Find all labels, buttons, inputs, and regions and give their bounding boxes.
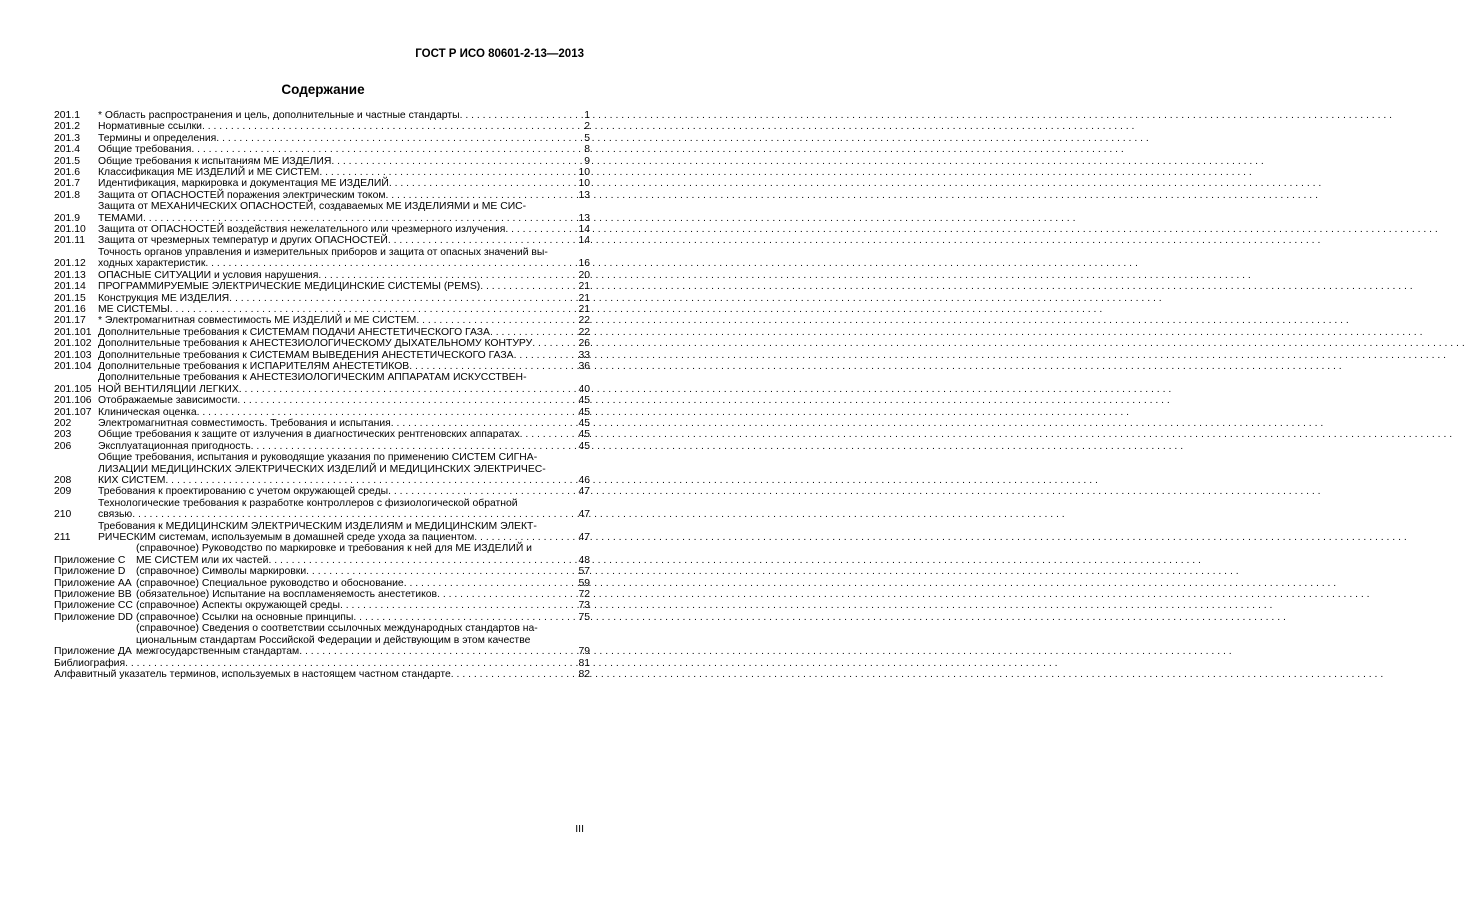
page-title: Содержание — [281, 82, 365, 97]
toc-entry — [54, 293, 590, 304]
toc-entry-page: 46 — [578, 475, 590, 486]
toc-entry-page: 45 — [578, 429, 590, 441]
dot-leader — [391, 418, 1323, 429]
toc-entry-title: (справочное) Руководство по маркировке и требования к ней для МЕ ИЗДЕЛИЙ и — [136, 543, 532, 555]
toc-entry-number: 203 — [54, 429, 72, 441]
dot-leader — [197, 407, 1129, 418]
toc-entry — [54, 315, 590, 326]
toc-entry-page: 26 — [578, 338, 590, 350]
toc-entry-number: Приложение AA — [54, 577, 132, 589]
toc-entry-title: Дополнительные требования к ИСПАРИТЕЛЯМ АНЕСТЕТИКОВ — [98, 360, 410, 372]
toc-entry-title: Дополнительные требования к СИСТЕМАМ ПОДАЧИ АНЕСТЕТИЧЕСКОГО ГАЗА — [98, 326, 490, 338]
toc-entry-number: 210 — [54, 509, 72, 521]
toc-entry — [54, 201, 590, 224]
toc-entry — [54, 429, 590, 440]
dot-leader — [340, 600, 1272, 611]
toc-entry — [54, 281, 590, 292]
dot-leader — [205, 258, 1137, 269]
toc-entry-title: Точность органов управления и измерительных приборов и защита от опасных значений вы- — [98, 246, 548, 258]
toc-entry-title: Общие требования к испытаниям МЕ ИЗДЕЛИЯ — [98, 155, 332, 167]
toc-entry-page: 47 — [578, 509, 590, 521]
toc-entry-page: 45 — [578, 395, 590, 407]
toc-entry-page: 22 — [578, 326, 590, 338]
toc-entry-title: Защита от ОПАСНОСТЕЙ поражения электрическим током — [98, 189, 386, 201]
toc-entry-page: 2 — [584, 121, 590, 133]
dot-leader — [191, 144, 1123, 155]
toc-entry-page: 45 — [578, 440, 590, 452]
dot-leader — [505, 224, 1437, 235]
toc-entry-title: межгосударственным стандартам — [136, 646, 300, 658]
dot-leader — [299, 646, 1231, 657]
toc-entry-page: 75 — [578, 611, 590, 623]
toc-entry-number: 201.107 — [54, 406, 92, 418]
toc-entry-number: 201.7 — [54, 178, 81, 190]
toc-entry — [54, 612, 590, 623]
toc-entry-title: Отображаемые зависимости — [98, 395, 238, 407]
toc-entry-page: 22 — [578, 315, 590, 327]
toc-entry — [54, 350, 590, 361]
toc-entry-page: 47 — [578, 486, 590, 498]
dot-leader — [216, 133, 1148, 144]
dot-leader — [474, 532, 1406, 543]
toc-entry-page: 5 — [584, 132, 590, 144]
toc-entry-number: Приложение BB — [54, 589, 132, 601]
toc-entry-number: 201.8 — [54, 189, 81, 201]
toc-entry-title: циональным стандартам Российской Федерации и действующим в этом качестве — [136, 634, 531, 646]
toc-entry — [54, 372, 590, 395]
dot-leader — [416, 315, 1348, 326]
dot-leader — [202, 121, 1134, 132]
toc-entry-number: 201.10 — [54, 224, 86, 236]
dot-leader — [268, 555, 1200, 566]
toc-entry — [54, 235, 590, 246]
toc-entry — [54, 395, 590, 406]
toc-entry-number: 201.2 — [54, 121, 81, 133]
toc-entry-number: Приложение С — [54, 554, 126, 566]
toc-entry — [54, 327, 590, 338]
toc-entry-page: 13 — [578, 212, 590, 224]
toc-entry-number: 201.103 — [54, 349, 92, 361]
toc-entry-title: Технологические требования к разработке контроллеров с физиологической обратной — [98, 497, 518, 509]
toc-entry-page: 45 — [578, 417, 590, 429]
toc-entry-number: Приложение ДА — [54, 646, 132, 658]
toc-entry — [54, 338, 590, 349]
toc-entry-title: (справочное) Ссылки на основные принципы — [136, 611, 354, 623]
toc-entry-page: 8 — [584, 144, 590, 156]
toc-entry-title: Библиография — [54, 657, 126, 669]
toc-entry-title: (справочное) Специальное руководство и обоснование — [136, 577, 404, 589]
toc-entry-title: Алфавитный указатель терминов, используемых в настоящем частном стандарте — [54, 668, 451, 680]
toc-entry-number: 201.102 — [54, 338, 92, 350]
toc-entry-number: 201.13 — [54, 269, 86, 281]
dot-leader — [389, 178, 1321, 189]
toc-entry-title: Защита от чрезмерных температур и других ОПАСНОСТЕЙ — [98, 235, 388, 247]
dot-leader — [386, 190, 1318, 201]
toc-entry-title: Дополнительные требования к АНЕСТЕЗИОЛОГИЧЕСКОМУ ДЫХАТЕЛЬНОМУ КОНТУРУ — [98, 338, 533, 350]
toc-entry — [54, 270, 590, 281]
toc-entry-page: 36 — [578, 360, 590, 372]
toc-entry — [54, 521, 590, 544]
dot-leader — [318, 270, 1250, 281]
toc-entry-page: 79 — [578, 646, 590, 658]
toc-entry-title: ОПАСНЫЕ СИТУАЦИИ и условия нарушения — [98, 269, 319, 281]
toc-entry-number: 209 — [54, 486, 72, 498]
toc-entry-page: 40 — [578, 383, 590, 395]
toc-entry-page: 59 — [578, 577, 590, 589]
toc-entry-title: связью — [98, 509, 133, 521]
toc-entry-page: 1 — [584, 110, 590, 121]
toc-entry-title: (справочное) Аспекты окружающей среды — [136, 600, 340, 612]
toc-entry-page: 48 — [578, 554, 590, 566]
dot-leader — [388, 235, 1320, 246]
toc-entry-number: 201.11 — [54, 235, 86, 247]
table-of-contents — [54, 110, 590, 680]
toc-entry-title: Термины и определения — [98, 132, 217, 144]
toc-entry-page: 45 — [578, 406, 590, 418]
dot-leader — [237, 395, 1169, 406]
toc-entry-title: Общие требования — [98, 144, 192, 156]
toc-entry-number: 201.15 — [54, 292, 86, 304]
toc-entry-number: 201.104 — [54, 360, 92, 372]
toc-entry-title: Электромагнитная совместимость. Требования и испытания — [98, 417, 391, 429]
toc-entry — [54, 167, 590, 178]
toc-entry — [54, 304, 590, 315]
toc-entry-title: Требования к проектированию с учетом окружающей среды — [98, 486, 389, 498]
toc-entry-number: 208 — [54, 475, 72, 486]
toc-entry-number: Приложение CC — [54, 600, 133, 612]
toc-entry-number: 201.6 — [54, 167, 81, 179]
toc-entry-title: Нормативные ссылки — [98, 121, 202, 133]
toc-entry-title: Дополнительные требования к АНЕСТЕЗИОЛОГИЧЕСКИМ АППАРАТАМ ИСКУССТВЕН- — [98, 372, 527, 384]
toc-entry-page: 57 — [578, 566, 590, 578]
toc-entry-number: 201.5 — [54, 155, 81, 167]
toc-entry — [54, 144, 590, 155]
toc-entry-page: 21 — [578, 281, 590, 293]
toc-entry-title: * Область распространения и цель, дополнительные и частные стандарты — [98, 110, 460, 121]
toc-entry-title: РИЧЕСКИМ системам, используемым в домашней среде ухода за пациентом — [98, 532, 475, 544]
toc-entry-number: 201.14 — [54, 281, 86, 293]
toc-entry-title: ТЕМАМИ — [98, 212, 143, 224]
toc-entry — [54, 600, 590, 611]
toc-entry-number: 201.3 — [54, 132, 81, 144]
dot-leader — [306, 566, 1238, 577]
toc-entry-page: 16 — [578, 258, 590, 270]
page-number: III — [575, 823, 584, 835]
toc-entry-number: Приложение D — [54, 566, 126, 578]
toc-entry — [54, 498, 590, 521]
toc-entry-page: 14 — [578, 235, 590, 247]
toc-entry — [54, 190, 590, 201]
toc-entry — [54, 441, 590, 452]
dot-leader — [388, 486, 1320, 497]
toc-entry-number: 201.17 — [54, 315, 86, 327]
toc-entry-number: 211 — [54, 532, 71, 544]
toc-entry-title: Клиническая оценка — [98, 406, 197, 418]
toc-entry-title: Дополнительные требования к СИСТЕМАМ ВЫВЕДЕНИЯ АНЕСТЕТИЧЕСКОГО ГАЗА — [98, 349, 514, 361]
toc-entry-number: 201.105 — [54, 383, 92, 395]
dot-leader — [132, 509, 1064, 520]
dot-leader — [490, 327, 1422, 338]
toc-entry-title: Конструкция МЕ ИЗДЕЛИЯ — [98, 292, 230, 304]
dot-leader — [125, 658, 1057, 669]
toc-entry-title: * Электромагнитная совместимость МЕ ИЗДЕЛИЙ и МЕ СИСТЕМ — [98, 315, 417, 327]
toc-entry-page: 21 — [578, 303, 590, 315]
dot-leader — [165, 475, 1097, 486]
toc-entry — [54, 658, 590, 669]
toc-entry-title: Эксплуатационная пригодность — [98, 440, 251, 452]
toc-entry-title: (обязательное) Испытание на воспламеняемость анестетиков — [136, 589, 438, 601]
toc-entry — [54, 543, 590, 566]
toc-entry-number: 201.1 — [54, 110, 81, 121]
toc-entry — [54, 418, 590, 429]
toc-entry — [54, 133, 590, 144]
toc-entry-page: 33 — [578, 349, 590, 361]
toc-entry-page: 81 — [578, 657, 590, 669]
toc-entry-number: 202 — [54, 417, 72, 429]
toc-entry-number: 201.106 — [54, 395, 92, 407]
toc-entry-title: ПРОГРАММИРУЕМЫЕ ЭЛЕКТРИЧЕСКИЕ МЕДИЦИНСКИЕ СИСТЕМЫ (PEMS) — [98, 281, 481, 293]
toc-entry-title: Общие требования к защите от излучения в диагностических рентгеновских аппаратах — [98, 429, 520, 441]
toc-entry-title: (справочное) Сведения о соответствии ссылочных международных стандартов на- — [136, 623, 538, 635]
toc-entry-page: 14 — [578, 224, 590, 236]
dot-leader — [520, 429, 1452, 440]
toc-entry-number: 201.16 — [54, 303, 86, 315]
toc-entry — [54, 623, 590, 657]
toc-entry-title: Классификация МЕ ИЗДЕЛИЙ и МЕ СИСТЕМ — [98, 167, 320, 179]
toc-entry — [54, 121, 590, 132]
toc-entry-title: (справочное) Символы маркировки — [136, 566, 307, 578]
toc-entry-page: 20 — [578, 269, 590, 281]
dot-leader — [251, 441, 1183, 452]
toc-entry — [54, 566, 590, 577]
toc-entry-page: 10 — [578, 178, 590, 190]
toc-entry — [54, 156, 590, 167]
toc-entry-page: 47 — [578, 532, 590, 544]
toc-entry — [54, 669, 590, 680]
toc-entry — [54, 578, 590, 589]
document-code: ГОСТ Р ИСО 80601-2-13—2013 — [415, 48, 584, 60]
toc-entry-page: 72 — [578, 589, 590, 601]
toc-entry — [54, 247, 590, 270]
toc-entry — [54, 178, 590, 189]
toc-entry-title: ЛИЗАЦИИ МЕДИЦИНСКИХ ЭЛЕКТРИЧЕСКИХ ИЗДЕЛИЙ И МЕДИЦИНСКИХ ЭЛЕКТРИЧЕС- — [98, 463, 546, 475]
dot-leader — [229, 293, 1161, 304]
dot-leader — [451, 669, 1383, 680]
toc-entry — [54, 407, 590, 418]
toc-entry-title: Защита от МЕХАНИЧЕСКИХ ОПАСНОСТЕЙ, создаваемых МЕ ИЗДЕЛИЯМИ и МЕ СИС- — [98, 201, 527, 213]
dot-leader — [409, 361, 1341, 372]
toc-entry-number: 201.12 — [54, 258, 86, 270]
dot-leader — [239, 384, 1171, 395]
dot-leader — [170, 304, 1102, 315]
dot-leader — [143, 213, 1075, 224]
dot-leader — [353, 612, 1285, 623]
toc-entry-number: Приложение DD — [54, 611, 133, 623]
dot-leader — [460, 110, 1392, 121]
dot-leader — [532, 338, 1464, 349]
toc-entry — [54, 224, 590, 235]
toc-entry-page: 10 — [578, 167, 590, 179]
toc-entry-title: НОЙ ВЕНТИЛЯЦИИ ЛЕГКИХ — [98, 383, 239, 395]
toc-entry-title: Защита от ОПАСНОСТЕЙ воздействия нежелательного или чрезмерного излучения — [98, 224, 506, 236]
toc-entry — [54, 486, 590, 497]
toc-entry-number: 201.4 — [54, 144, 81, 156]
dot-leader — [319, 167, 1251, 178]
toc-entry-title: ходных характеристик — [98, 258, 206, 270]
toc-entry-page: 82 — [578, 668, 590, 680]
toc-entry-number: 201.9 — [54, 212, 81, 224]
toc-entry-title: МЕ СИСТЕМЫ — [98, 303, 170, 315]
toc-entry-page: 9 — [584, 155, 590, 167]
toc-entry — [54, 110, 590, 121]
toc-entry — [54, 589, 590, 600]
toc-entry-number: 201.101 — [54, 326, 92, 338]
toc-entry-page: 13 — [578, 189, 590, 201]
toc-entry-title: МЕ СИСТЕМ или их частей — [136, 554, 269, 566]
toc-entry-page: 21 — [578, 292, 590, 304]
toc-entry-page: 73 — [578, 600, 590, 612]
toc-entry — [54, 452, 590, 486]
dot-leader — [404, 578, 1336, 589]
toc-entry — [54, 361, 590, 372]
toc-entry-title: Требования к МЕДИЦИНСКИМ ЭЛЕКТРИЧЕСКИМ ИЗДЕЛИЯМ и МЕДИЦИНСКИМ ЭЛЕКТ- — [98, 520, 537, 532]
dot-leader — [480, 281, 1412, 292]
toc-entry-title: КИХ СИСТЕМ — [98, 475, 166, 486]
dot-leader — [331, 156, 1263, 167]
toc-entry-title: Идентификация, маркировка и документация МЕ ИЗДЕЛИЙ — [98, 178, 389, 190]
toc-entry-number: 206 — [54, 440, 72, 452]
dot-leader — [514, 350, 1446, 361]
toc-entry-title: Общие требования, испытания и руководящие указания по применению СИСТЕМ СИГНА- — [98, 452, 538, 464]
